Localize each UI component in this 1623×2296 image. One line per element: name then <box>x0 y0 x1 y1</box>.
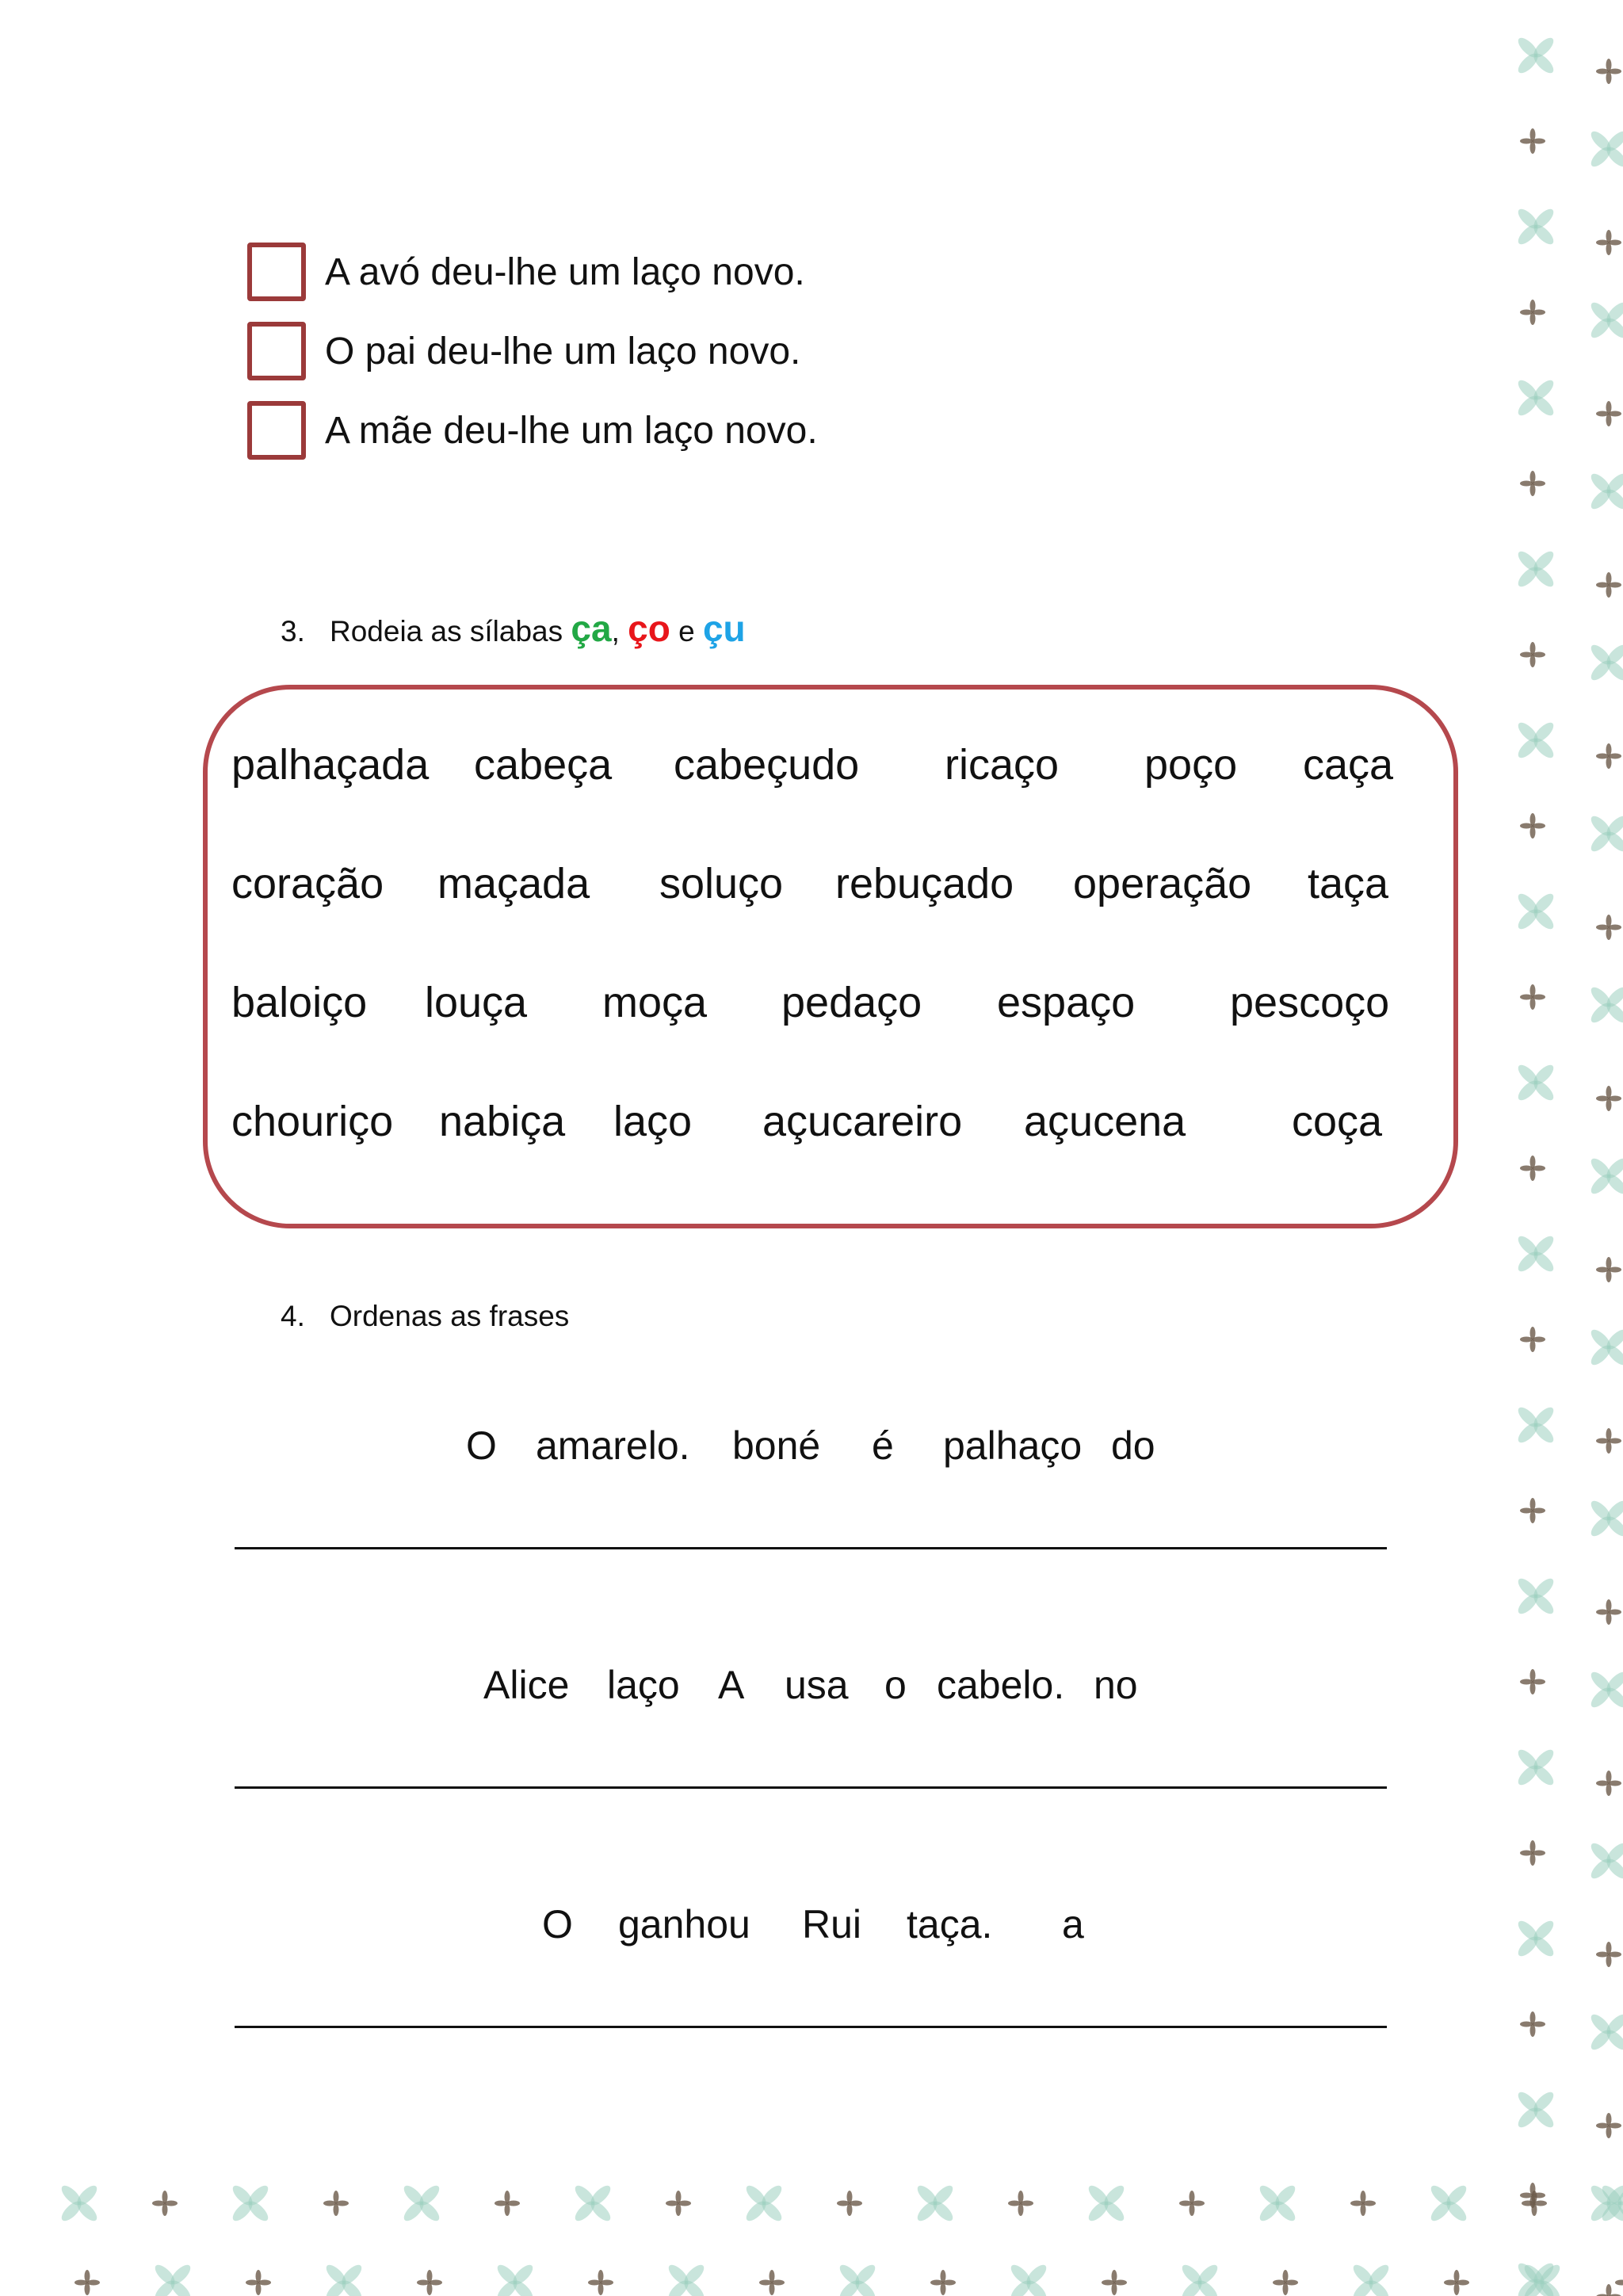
sparkle-flower-icon <box>837 2191 862 2216</box>
scrambled-word[interactable]: usa <box>785 1663 849 1707</box>
scrambled-word[interactable]: no <box>1094 1663 1138 1707</box>
leaf-flower-icon <box>1515 891 1556 932</box>
word-item[interactable]: pescoço <box>1230 979 1390 1026</box>
separator-and: e <box>678 615 695 648</box>
sparkle-flower-icon <box>1522 2191 1547 2216</box>
word-row <box>231 859 1392 923</box>
word-item[interactable]: açucareiro <box>762 1098 963 1145</box>
sparkle-flower-icon <box>666 2191 691 2216</box>
leaf-flower-icon <box>495 2262 536 2296</box>
word-item[interactable]: cabeçudo <box>674 741 860 789</box>
leaf-flower-icon <box>59 2183 100 2224</box>
word-item[interactable]: coração <box>231 860 384 907</box>
option-pai[interactable] <box>247 319 800 384</box>
sparkle-flower-icon <box>152 2191 178 2216</box>
leaf-flower-icon <box>1086 2183 1127 2224</box>
leaf-flower-icon <box>1008 2262 1049 2296</box>
sparkle-flower-icon <box>1520 642 1545 667</box>
scrambled-word[interactable]: laço <box>607 1663 680 1707</box>
scrambled-word[interactable]: boné <box>732 1423 821 1468</box>
word-item[interactable]: coça <box>1292 1098 1383 1145</box>
sparkle-flower-icon <box>1520 471 1545 496</box>
scrambled-word[interactable]: cabelo. <box>937 1663 1065 1707</box>
sparkle-flower-icon <box>323 2191 349 2216</box>
word-item[interactable]: pedaço <box>781 979 922 1026</box>
word-item[interactable]: ricaço <box>945 741 1060 789</box>
word-item[interactable]: louça <box>425 979 528 1026</box>
option-label: A avó deu-lhe um laço novo. <box>325 250 805 293</box>
leaf-flower-icon <box>1588 1840 1623 1881</box>
scrambled-word[interactable]: taça. <box>907 1902 993 1946</box>
sparkle-flower-icon <box>1520 1327 1545 1352</box>
leaf-flower-icon <box>1515 206 1556 247</box>
leaf-flower-icon <box>1515 1233 1556 1274</box>
leaf-flower-icon <box>1588 128 1623 170</box>
leaf-flower-icon <box>230 2183 271 2224</box>
sparkle-flower-icon <box>1520 128 1545 154</box>
syllable-co: ço <box>628 608 670 649</box>
separator-comma: , <box>611 615 620 648</box>
scrambled-word[interactable]: ganhou <box>618 1902 750 1946</box>
section-number: 3. <box>281 615 305 648</box>
checkbox[interactable] <box>247 243 306 301</box>
sparkle-flower-icon <box>1520 1669 1545 1694</box>
word-item[interactable]: espaço <box>997 979 1136 1026</box>
leaf-flower-icon <box>1515 1062 1556 1103</box>
word-row <box>231 740 1392 804</box>
leaf-flower-icon <box>401 2183 442 2224</box>
word-item[interactable]: maçada <box>437 860 590 907</box>
option-label: O pai deu-lhe um laço novo. <box>325 330 801 372</box>
answer-line[interactable] <box>235 2026 1387 2028</box>
word-item[interactable]: palhaçada <box>231 741 430 789</box>
sparkle-flower-icon <box>1273 2270 1298 2295</box>
sparkle-flower-icon <box>1444 2270 1469 2295</box>
sparkle-flower-icon <box>417 2270 442 2295</box>
scrambled-word[interactable]: palhaço <box>943 1423 1083 1468</box>
leaf-flower-icon <box>1515 548 1556 590</box>
sparkle-flower-icon <box>1008 2191 1033 2216</box>
sparkle-flower-icon <box>1596 1428 1621 1454</box>
word-item[interactable]: açucena <box>1024 1098 1186 1145</box>
leaf-flower-icon <box>743 2183 785 2224</box>
leaf-flower-icon <box>1515 35 1556 76</box>
checkbox[interactable] <box>247 322 306 380</box>
word-item[interactable]: poço <box>1144 741 1238 789</box>
scrambled-word[interactable]: A <box>718 1663 745 1707</box>
sparkle-flower-icon <box>1596 1257 1621 1282</box>
leaf-flower-icon <box>572 2183 613 2224</box>
sparkle-flower-icon <box>588 2270 613 2295</box>
leaf-flower-icon <box>1588 1327 1623 1368</box>
sparkle-flower-icon <box>1596 743 1621 769</box>
scrambled-word[interactable]: O <box>542 1902 573 1946</box>
option-label: A mãe deu-lhe um laço novo. <box>325 409 818 452</box>
leaf-flower-icon <box>666 2262 707 2296</box>
leaf-flower-icon <box>1588 1498 1623 1539</box>
sparkle-flower-icon <box>1596 1086 1621 1111</box>
word-item[interactable]: caça <box>1303 741 1394 789</box>
leaf-flower-icon <box>837 2262 878 2296</box>
sparkle-flower-icon <box>1350 2191 1376 2216</box>
leaf-flower-icon <box>1588 300 1623 341</box>
answer-line[interactable] <box>235 1786 1387 1789</box>
leaf-flower-icon <box>1515 720 1556 761</box>
leaf-flower-icon <box>1588 471 1623 512</box>
section-4-heading <box>281 1300 569 1333</box>
leaf-flower-icon <box>1515 1918 1556 1959</box>
scrambled-word[interactable]: o <box>884 1663 907 1707</box>
leaf-flower-icon <box>1588 1669 1623 1710</box>
word-row <box>231 978 1392 1041</box>
floral-border-right <box>1498 0 1623 2296</box>
sparkle-flower-icon <box>1596 401 1621 426</box>
word-item[interactable]: soluço <box>659 860 784 907</box>
section-number: 4. <box>281 1300 305 1332</box>
sparkle-flower-icon <box>1179 2191 1205 2216</box>
leaf-flower-icon <box>1515 377 1556 418</box>
sparkle-flower-icon <box>1520 813 1545 839</box>
leaf-flower-icon <box>1515 1747 1556 1788</box>
leaf-flower-icon <box>1428 2183 1469 2224</box>
sparkle-flower-icon <box>1596 915 1621 940</box>
scrambled-word[interactable]: do <box>1111 1423 1155 1468</box>
scrambled-word[interactable]: Alice <box>483 1663 570 1707</box>
sparkle-flower-icon <box>1102 2270 1127 2295</box>
sparkle-flower-icon <box>930 2270 956 2295</box>
word-item[interactable]: laço <box>613 1098 693 1145</box>
leaf-flower-icon <box>1515 1576 1556 1617</box>
syllable-ca: ça <box>571 608 612 649</box>
sparkle-flower-icon <box>1520 1156 1545 1181</box>
leaf-flower-icon <box>1350 2262 1392 2296</box>
sparkle-flower-icon <box>246 2270 271 2295</box>
sparkle-flower-icon <box>759 2270 785 2295</box>
leaf-flower-icon <box>152 2262 193 2296</box>
word-item[interactable]: taça <box>1308 860 1389 907</box>
word-row <box>231 1097 1392 1160</box>
leaf-flower-icon <box>1515 2089 1556 2130</box>
leaf-flower-icon <box>1588 1156 1623 1197</box>
sparkle-flower-icon <box>74 2270 100 2295</box>
word-item[interactable]: operação <box>1073 860 1252 907</box>
leaf-flower-icon <box>1522 2262 1563 2296</box>
leaf-flower-icon <box>1588 984 1623 1026</box>
leaf-flower-icon <box>1515 1404 1556 1446</box>
sparkle-flower-icon <box>1596 59 1621 84</box>
scrambled-word[interactable]: O <box>466 1423 497 1468</box>
option-mae[interactable] <box>247 398 818 463</box>
leaf-flower-icon <box>323 2262 365 2296</box>
section-3-heading <box>281 607 746 650</box>
sparkle-flower-icon <box>1596 230 1621 255</box>
word-item[interactable]: baloiço <box>231 979 368 1026</box>
leaf-flower-icon <box>1599 2183 1623 2224</box>
leaf-flower-icon <box>1257 2183 1298 2224</box>
syllable-cu: çu <box>702 608 746 649</box>
sparkle-flower-icon <box>1596 1599 1621 1625</box>
sparkle-flower-icon <box>1520 300 1545 325</box>
section-text: Ordenas as frases <box>330 1300 570 1332</box>
sparkle-flower-icon <box>1520 984 1545 1010</box>
sparkle-flower-icon <box>1596 1942 1621 1967</box>
sparkle-flower-icon <box>495 2191 520 2216</box>
answer-line[interactable] <box>235 1547 1387 1549</box>
word-item[interactable]: nabiça <box>439 1098 566 1145</box>
word-item[interactable]: chouriço <box>231 1098 394 1145</box>
scrambled-word[interactable]: é <box>872 1423 894 1468</box>
sparkle-flower-icon <box>1596 572 1621 598</box>
section-text: Rodeia as sílabas <box>330 615 563 648</box>
sparkle-flower-icon <box>1596 2113 1621 2138</box>
leaf-flower-icon <box>915 2183 956 2224</box>
leaf-flower-icon <box>1588 813 1623 854</box>
scrambled-word[interactable]: amarelo. <box>536 1423 690 1468</box>
sparkle-flower-icon <box>1596 1771 1621 1796</box>
scrambled-word[interactable]: a <box>1062 1902 1084 1946</box>
word-item[interactable]: cabeça <box>474 741 613 789</box>
word-item[interactable]: moça <box>602 979 708 1026</box>
checkbox[interactable] <box>247 401 306 460</box>
word-item[interactable]: rebuçado <box>835 860 1014 907</box>
option-avo[interactable] <box>247 239 805 304</box>
sparkle-flower-icon <box>1520 2011 1545 2037</box>
leaf-flower-icon <box>1588 2011 1623 2053</box>
floral-border-bottom <box>0 2172 1623 2296</box>
scrambled-word[interactable]: Rui <box>802 1902 862 1946</box>
sparkle-flower-icon <box>1615 2270 1623 2295</box>
leaf-flower-icon <box>1179 2262 1220 2296</box>
sparkle-flower-icon <box>1520 1498 1545 1523</box>
leaf-flower-icon <box>1588 642 1623 683</box>
sparkle-flower-icon <box>1520 1840 1545 1866</box>
